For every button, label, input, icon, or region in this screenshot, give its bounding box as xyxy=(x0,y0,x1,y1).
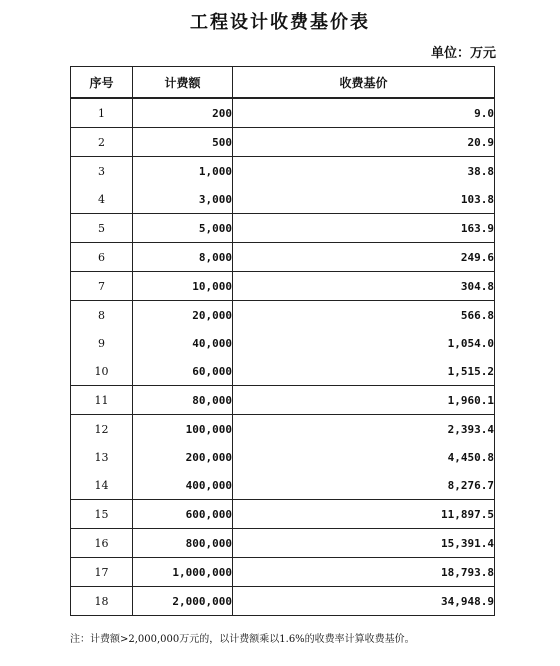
row-amount: 80,000 xyxy=(133,386,233,415)
table-row xyxy=(71,386,495,415)
row-base-price: 15,391.4 xyxy=(233,529,495,558)
row-index: 9 xyxy=(71,329,133,357)
row-base-price: 20.9 xyxy=(233,128,495,157)
row-base-price: 304.8 xyxy=(233,272,495,301)
row-base-price: 8,276.7 xyxy=(233,471,495,500)
row-amount: 2,000,000 xyxy=(133,587,233,616)
table-row xyxy=(71,243,495,272)
row-index: 2 xyxy=(71,128,133,157)
row-amount: 40,000 xyxy=(133,329,233,357)
table-row xyxy=(71,558,495,587)
row-base-price: 2,393.4 xyxy=(233,415,495,444)
table-row xyxy=(71,272,495,301)
row-amount: 400,000 xyxy=(133,471,233,500)
row-index: 10 xyxy=(71,357,133,386)
row-base-price: 103.8 xyxy=(233,185,495,214)
table-row xyxy=(71,587,495,616)
row-index: 3 xyxy=(71,157,133,186)
row-base-price: 9.0 xyxy=(233,98,495,128)
row-index: 4 xyxy=(71,185,133,214)
table-row xyxy=(71,185,495,214)
table-header-row xyxy=(71,67,495,99)
row-index: 12 xyxy=(71,415,133,444)
row-amount: 3,000 xyxy=(133,185,233,214)
row-amount: 20,000 xyxy=(133,301,233,330)
row-base-price: 1,515.2 xyxy=(233,357,495,386)
row-amount: 200,000 xyxy=(133,443,233,471)
row-amount: 200 xyxy=(133,98,233,128)
fee-table xyxy=(70,66,495,616)
table-row xyxy=(71,415,495,444)
row-amount: 10,000 xyxy=(133,272,233,301)
row-index: 6 xyxy=(71,243,133,272)
table-row xyxy=(71,357,495,386)
row-amount: 1,000,000 xyxy=(133,558,233,587)
row-amount: 600,000 xyxy=(133,500,233,529)
table-row xyxy=(71,157,495,186)
row-index: 18 xyxy=(71,587,133,616)
table-row xyxy=(71,529,495,558)
table-row xyxy=(71,500,495,529)
row-base-price: 566.8 xyxy=(233,301,495,330)
table-row xyxy=(71,301,495,330)
row-base-price: 38.8 xyxy=(233,157,495,186)
row-index: 17 xyxy=(71,558,133,587)
row-index: 5 xyxy=(71,214,133,243)
row-base-price: 18,793.8 xyxy=(233,558,495,587)
row-index: 8 xyxy=(71,301,133,330)
row-amount: 8,000 xyxy=(133,243,233,272)
row-amount: 60,000 xyxy=(133,357,233,386)
table-row xyxy=(71,214,495,243)
row-amount: 5,000 xyxy=(133,214,233,243)
row-base-price: 34,948.9 xyxy=(233,587,495,616)
row-base-price: 1,960.1 xyxy=(233,386,495,415)
row-index: 1 xyxy=(71,98,133,128)
table-row xyxy=(71,471,495,500)
table-row xyxy=(71,329,495,357)
row-index: 11 xyxy=(71,386,133,415)
table-row xyxy=(71,128,495,157)
col-header-index: 序号 xyxy=(71,67,133,99)
row-amount: 100,000 xyxy=(133,415,233,444)
row-index: 14 xyxy=(71,471,133,500)
row-amount: 1,000 xyxy=(133,157,233,186)
row-index: 13 xyxy=(71,443,133,471)
row-base-price: 11,897.5 xyxy=(233,500,495,529)
row-base-price: 163.9 xyxy=(233,214,495,243)
col-header-amount: 计费额 xyxy=(133,67,233,99)
row-base-price: 4,450.8 xyxy=(233,443,495,471)
footnote: 注：计费额>2,000,000万元的，以计费额乘以1.6%的收费率计算收费基价。 xyxy=(70,634,415,645)
row-index: 15 xyxy=(71,500,133,529)
row-amount: 500 xyxy=(133,128,233,157)
row-index: 16 xyxy=(71,529,133,558)
row-base-price: 1,054.0 xyxy=(233,329,495,357)
row-base-price: 249.6 xyxy=(233,243,495,272)
row-index: 7 xyxy=(71,272,133,301)
unit-label: 单位：万元 xyxy=(430,46,496,61)
row-amount: 800,000 xyxy=(133,529,233,558)
page-title: 工程设计收费基价表 xyxy=(190,12,370,33)
col-header-base-price: 收费基价 xyxy=(233,67,495,99)
table-row xyxy=(71,98,495,128)
table-row xyxy=(71,443,495,471)
